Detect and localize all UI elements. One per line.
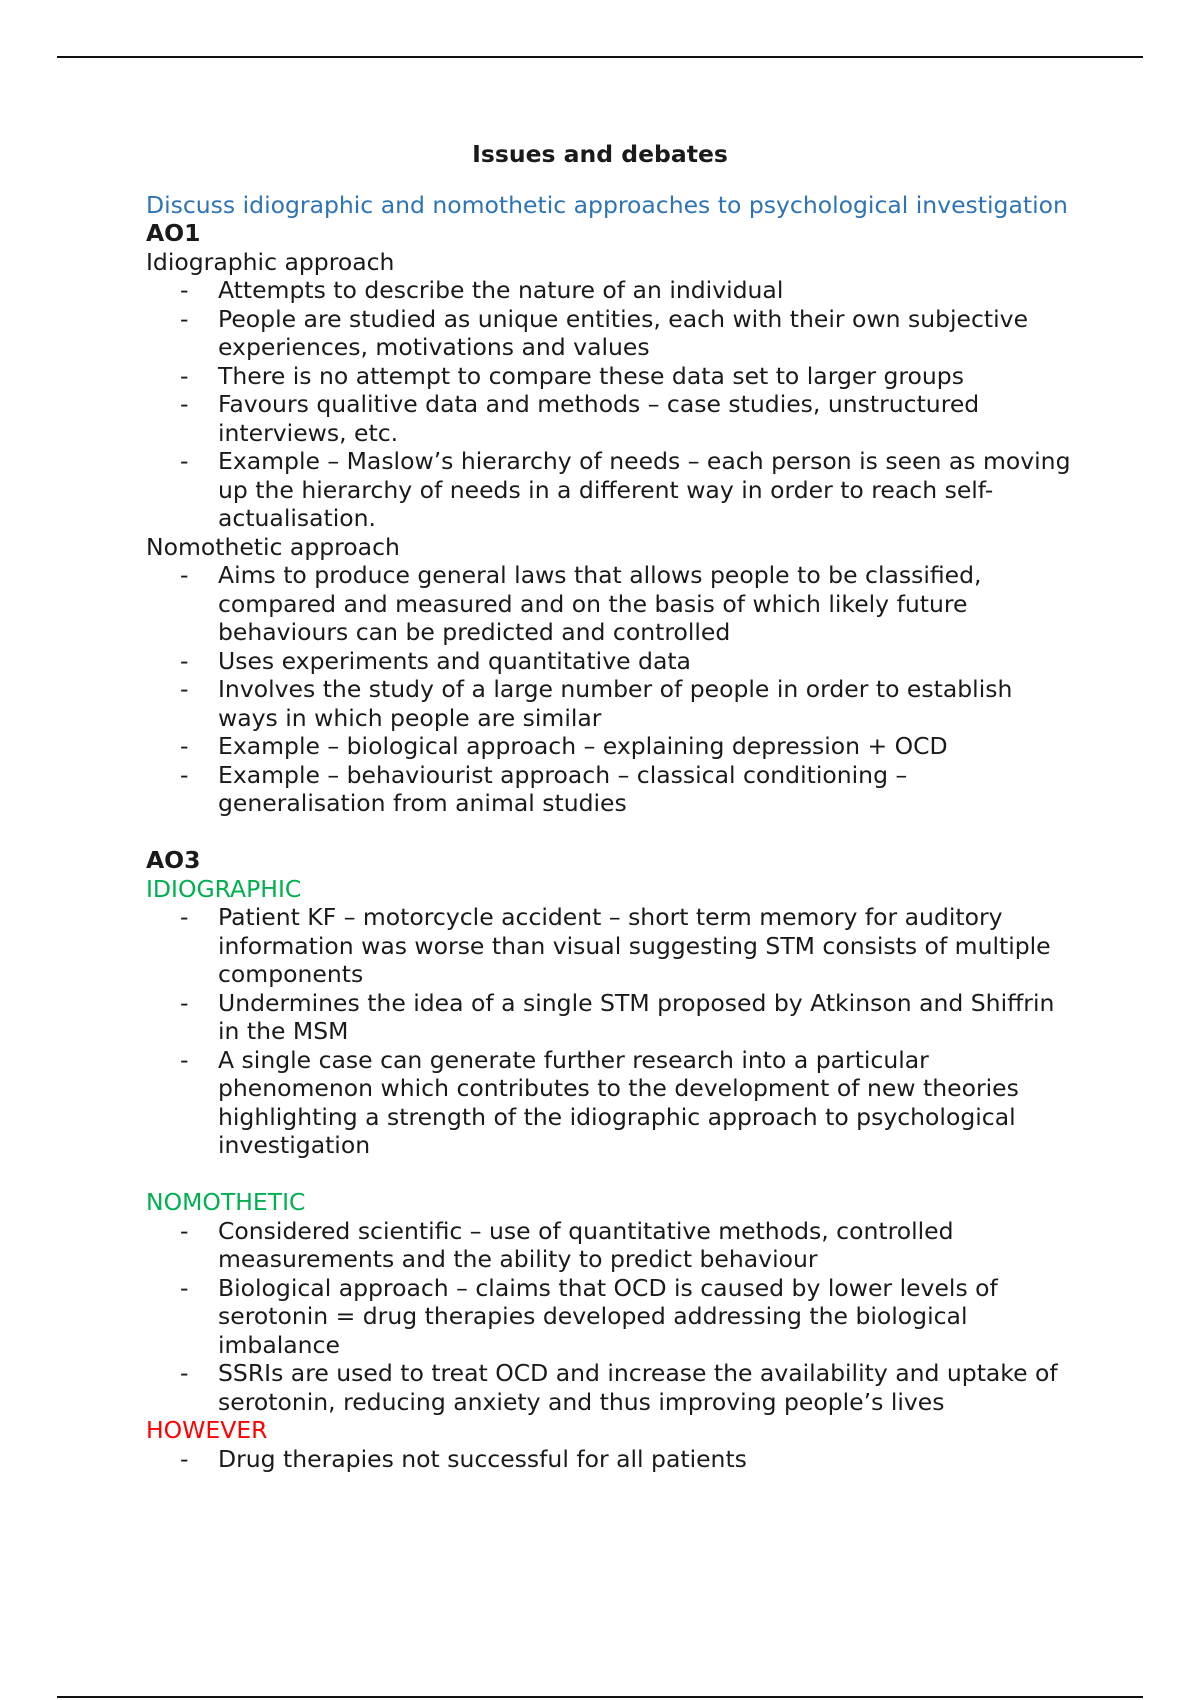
essay-question: Discuss idiographic and nomothetic approaches to psychological investigation xyxy=(146,190,1068,219)
list-item-text: Aims to produce general laws that allows people to be classified, compared and measured and on the basis of which likely future behaviours can be predicted and controlled xyxy=(218,561,982,646)
list-item-text: Undermines the idea of a single STM proposed by Atkinson and Shiffrin in the MSM xyxy=(218,988,1055,1045)
dash-bullet: - xyxy=(180,390,189,418)
ao3-nomothetic-label: NOMOTHETIC xyxy=(146,1188,306,1216)
ao3-nomothetic-list xyxy=(146,1217,1076,1417)
document-body xyxy=(146,140,1076,1473)
list-item-text: Involves the study of a large number of people in order to establish ways in which people are similar xyxy=(218,675,1013,732)
dash-bullet: - xyxy=(180,760,189,789)
dash-bullet: - xyxy=(180,276,189,304)
list-item xyxy=(146,989,1076,1046)
list-item-text: Example – Maslow’s hierarchy of needs – each person is seen as moving up the hierarchy of needs in a different way in order to reach self-actualisation. xyxy=(218,447,1071,532)
list-item-text: There is no attempt to compare these data set to larger groups xyxy=(218,361,964,390)
however-list xyxy=(146,1445,1076,1474)
list-item xyxy=(146,390,1076,447)
footer-rule xyxy=(57,1696,1143,1698)
list-item xyxy=(146,1274,1076,1360)
list-item xyxy=(146,1359,1076,1416)
header-rule xyxy=(57,56,1143,58)
list-item-text: Attempts to describe the nature of an individual xyxy=(218,276,784,304)
list-item xyxy=(146,1445,1076,1474)
list-item xyxy=(146,903,1076,989)
list-item xyxy=(146,647,1076,676)
dash-bullet: - xyxy=(180,561,189,589)
however-label: HOWEVER xyxy=(146,1416,268,1444)
list-item xyxy=(146,1046,1076,1160)
dash-bullet: - xyxy=(180,447,189,475)
ao3-heading: AO3 xyxy=(146,846,201,874)
idiographic-approach-label: Idiographic approach xyxy=(146,247,395,276)
list-item-text: SSRIs are used to treat OCD and increase the availability and uptake of serotonin, reducing anxiety and thus improving people’s lives xyxy=(218,1359,1058,1416)
list-item-text: People are studied as unique entities, each with their own subjective experiences, motivations and values xyxy=(218,304,1029,361)
spacer xyxy=(146,818,1076,847)
dash-bullet: - xyxy=(180,1359,189,1387)
dash-bullet: - xyxy=(180,732,189,760)
ao3-idiographic-label: IDIOGRAPHIC xyxy=(146,874,302,903)
list-item-text: Uses experiments and quantitative data xyxy=(218,646,691,675)
nomothetic-approach-label: Nomothetic approach xyxy=(146,532,400,561)
list-item-text: Drug therapies not successful for all patients xyxy=(218,1444,747,1473)
list-item-text: Favours qualitive data and methods – case studies, unstructured interviews, etc. xyxy=(218,390,980,447)
dash-bullet: - xyxy=(180,1273,189,1302)
ao3-idiographic-list xyxy=(146,903,1076,1160)
list-item-text: Patient KF – motorcycle accident – short term memory for auditory information was worse than visual suggesting STM consists of multiple components xyxy=(218,903,1051,988)
list-item xyxy=(146,362,1076,391)
spacer xyxy=(146,1160,1076,1189)
list-item xyxy=(146,675,1076,732)
dash-bullet: - xyxy=(180,675,189,703)
list-item xyxy=(146,305,1076,362)
dash-bullet: - xyxy=(180,1045,189,1074)
dash-bullet: - xyxy=(180,646,189,675)
dash-bullet: - xyxy=(180,304,189,333)
list-item-text: Example – behaviourist approach – classical conditioning – generalisation from animal studies xyxy=(218,760,908,817)
dash-bullet: - xyxy=(180,361,189,390)
list-item-text: Biological approach – claims that OCD is caused by lower levels of serotonin = drug therapies developed addressing the biological imbalance xyxy=(218,1273,998,1359)
idiographic-approach-list xyxy=(146,276,1076,533)
ao1-heading: AO1 xyxy=(146,219,201,247)
dash-bullet: - xyxy=(180,1444,189,1473)
list-item xyxy=(146,761,1076,818)
list-item xyxy=(146,732,1076,761)
dash-bullet: - xyxy=(180,903,189,931)
list-item-text: Example – biological approach – explaining depression + OCD xyxy=(218,732,948,760)
nomothetic-approach-list xyxy=(146,561,1076,818)
dash-bullet: - xyxy=(180,1216,189,1245)
list-item xyxy=(146,561,1076,647)
page-title: Issues and debates xyxy=(472,140,728,168)
list-item-text: A single case can generate further research into a particular phenomenon which contributes to the development of new theories highlighting a strength of the idiographic approach to psychological investigation xyxy=(218,1045,1019,1159)
list-item xyxy=(146,1217,1076,1274)
list-item xyxy=(146,276,1076,305)
list-item-text: Considered scientific – use of quantitative methods, controlled measurements and the ability to predict behaviour xyxy=(218,1216,954,1273)
list-item xyxy=(146,447,1076,533)
dash-bullet: - xyxy=(180,988,189,1017)
